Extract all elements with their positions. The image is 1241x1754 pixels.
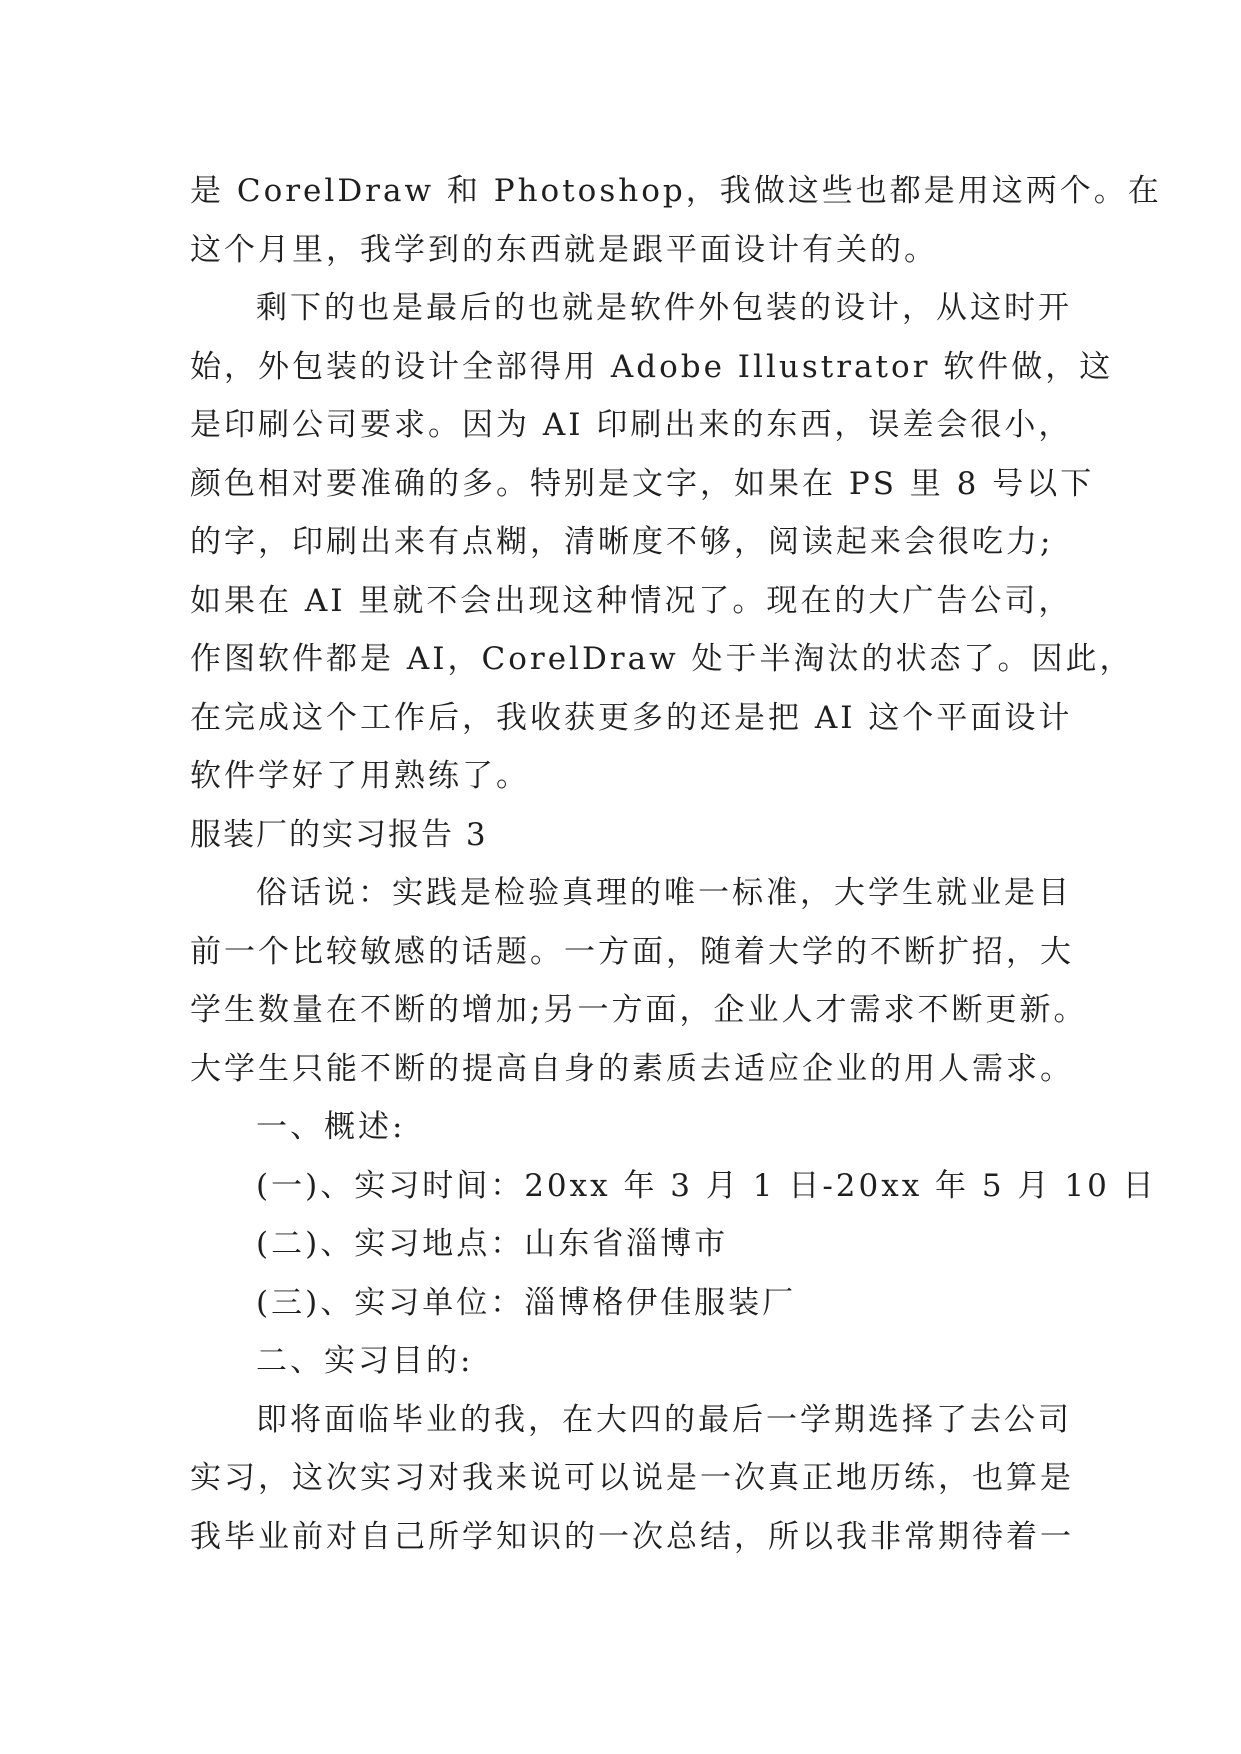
body-line: 始，外包装的设计全部得用 Adobe Illustrator 软件做，这 [190,348,1114,385]
outline-item: (一)、实习时间：20xx 年 3 月 1 日-20xx 年 5 月 10 日 [256,1167,1157,1204]
body-line: 软件学好了用熟练了。 [190,758,530,794]
body-line: 在完成这个工作后，我收获更多的还是把 AI 这个平面设计 [190,699,1073,736]
document-body [190,162,1162,1566]
outline-heading: 一、概述: [256,1109,406,1145]
paragraph-start-line: 剩下的也是最后的也就是软件外包装的设计，从这时开 [256,290,1072,326]
body-line: 学生数量在不断的增加;另一方面，企业人才需求不断更新。 [190,992,1088,1028]
body-line: 是 CorelDraw 和 Photoshop，我做这些也都是用这两个。在 [190,173,1162,209]
outline-item: (三)、实习单位：淄博格伊佳服装厂 [256,1284,797,1321]
body-line: 的字，印刷出来有点糊，清晰度不够，阅读起来会很吃力; [190,524,1054,560]
body-line: 大学生只能不断的提高自身的素质去适应企业的用人需求。 [190,1050,1074,1087]
paragraph-start-line: 俗话说：实践是检验真理的唯一标准，大学生就业是目 [256,875,1072,911]
body-line: 颜色相对要准确的多。特别是文字，如果在 PS 里 8 号以下 [190,465,1095,502]
section-heading: 服装厂的实习报告 3 [190,816,488,853]
paragraph-start-line: 即将面临毕业的我，在大四的最后一学期选择了去公司 [256,1401,1072,1438]
outline-heading: 二、实习目的: [256,1343,474,1379]
body-line: 我毕业前对自己所学知识的一次总结，所以我非常期待着一 [190,1518,1074,1555]
body-line: 作图软件都是 AI，CorelDraw 处于半淘汰的状态了。因此， [190,641,1134,677]
body-line: 前一个比较敏感的话题。一方面，随着大学的不断扩招，大 [190,933,1074,970]
body-line: 如果在 AI 里就不会出现这种情况了。现在的大广告公司， [190,582,1073,619]
body-line: 是印刷公司要求。因为 AI 印刷出来的东西，误差会很小， [190,407,1073,443]
outline-item: (二)、实习地点：山东省淄博市 [256,1226,729,1262]
body-line: 实习，这次实习对我来说可以说是一次真正地历练，也算是 [190,1460,1074,1496]
body-line: 这个月里，我学到的东西就是跟平面设计有关的。 [190,231,938,268]
